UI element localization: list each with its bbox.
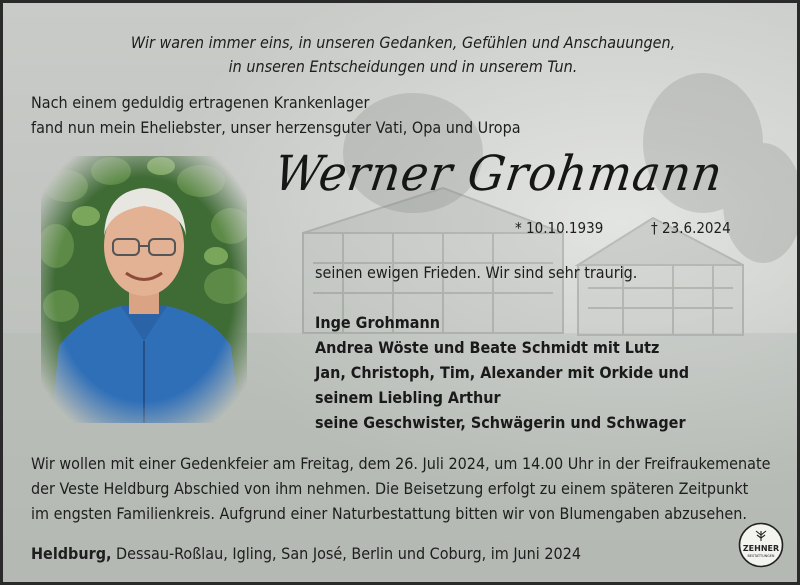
intro-line-2: fand nun mein Eheliebster, unser herzensguter Vati, Opa und Uropa [31, 118, 521, 137]
quote-line-2: in unseren Entscheidungen und in unserem Tun. [228, 57, 578, 76]
death-date: † 23.6.2024 [651, 219, 731, 237]
intro-line-1: Nach einem geduldig ertragenen Krankenlager [31, 93, 370, 112]
portrait-photo [41, 156, 247, 423]
quote-line-1: Wir waren immer eins, in unseren Gedanken, Gefühlen und Anschauungen, [130, 33, 676, 52]
deceased-name: Werner Grohmann [271, 144, 727, 202]
place-town: Heldburg, [31, 544, 112, 563]
birth-date: * 10.10.1939 [515, 219, 604, 237]
memorial-line-2: der Veste Heldburg Abschied von ihm nehmen. Die Beisetzung erfolgt zu einem späteren Zeitpunkt [31, 479, 749, 498]
mourner-line-1: Inge Grohmann [315, 313, 440, 332]
mourner-line-5: seine Geschwister, Schwägerin und Schwager [315, 413, 686, 432]
mourner-line-3: Jan, Christoph, Tim, Alexander mit Orkide und [315, 363, 690, 382]
mourner-line-2: Andrea Wöste und Beate Schmidt mit Lutz [315, 338, 660, 357]
memorial-line-1: Wir wollen mit einer Gedenkfeier am Freitag, dem 26. Juli 2024, um 14.00 Uhr in der Freifraukemenate [31, 454, 771, 473]
place-and-date [31, 544, 581, 563]
logo-sub: BESTATTUNGEN [747, 554, 775, 558]
place-rest: Dessau-Roßlau, Igling, San José, Berlin und Coburg, im Juni 2024 [111, 544, 581, 563]
memorial-line-3: im engsten Familienkreis. Aufgrund einer Naturbestattung bitten wir von Blumengaben abzusehen. [31, 504, 747, 523]
funeral-home-logo [738, 522, 784, 568]
peace-line: seinen ewigen Frieden. Wir sind sehr traurig. [315, 263, 638, 282]
logo-name: ZEHNER [742, 544, 780, 553]
mourner-line-4: seinem Liebling Arthur [315, 388, 501, 407]
